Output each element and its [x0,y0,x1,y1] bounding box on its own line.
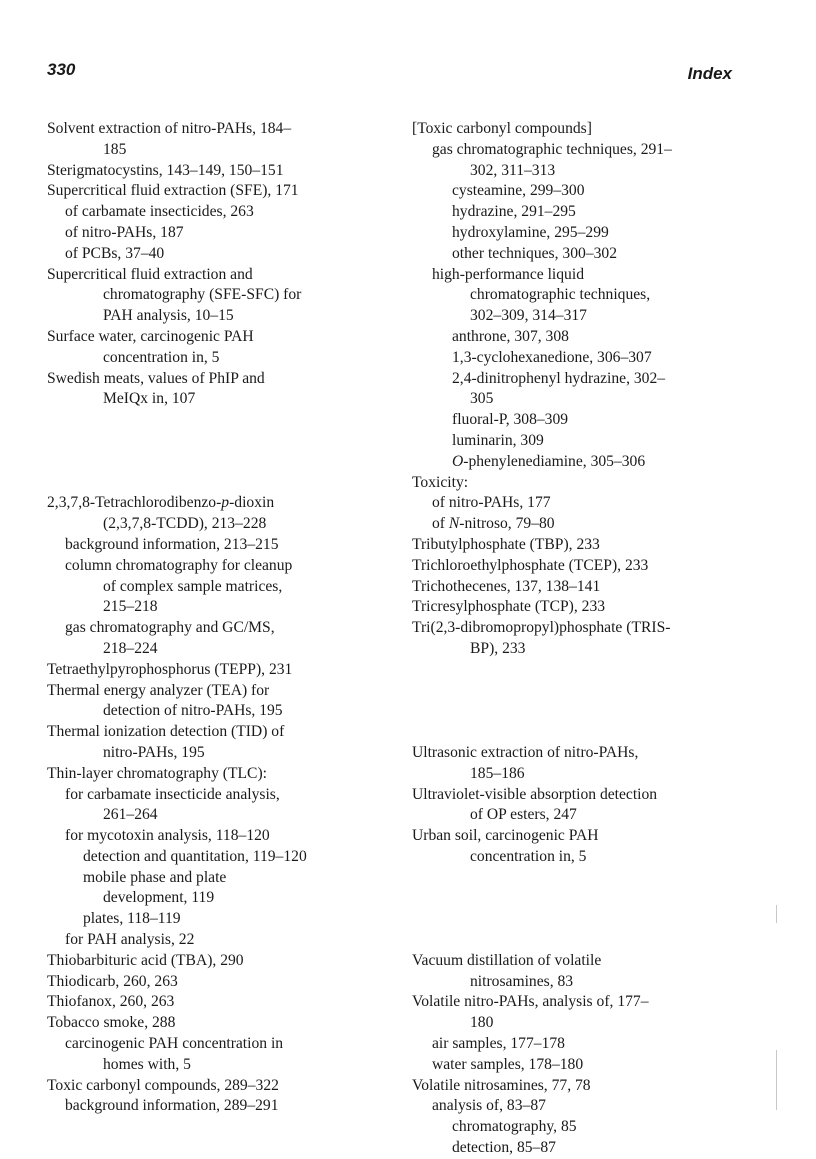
index-entry-continuation: 261–264 [103,806,158,824]
index-column-left [47,119,387,1117]
index-entry: Thermal ionization detection (TID) of [47,723,285,741]
index-subentry: analysis of, 83–87 [432,1097,546,1115]
index-entry: 2,3,7,8-Tetrachlorodibenzo-p-dioxin [47,494,275,512]
index-entry: Thiofanox, 260, 263 [47,993,175,1011]
index-entry: Trichloroethylphosphate (TCEP), 233 [412,556,649,574]
index-entry: Supercritical fluid extraction and [47,265,253,283]
index-entry-continuation: 185–186 [470,764,525,782]
index-entry-continuation: (2,3,7,8-TCDD), 213–228 [103,515,267,533]
index-entry: Volatile nitro-PAHs, analysis of, 177– [412,993,649,1011]
index-entry-continuation: concentration in, 5 [103,348,220,366]
index-subentry: for PAH analysis, 22 [65,931,195,949]
index-entry: [Toxic carbonyl compounds] [412,120,592,137]
index-subentry: fluoral-P, 308–309 [452,411,569,429]
section-gap [47,410,387,452]
index-entry: Tricresylphosphate (TCP), 233 [412,598,606,616]
index-entry-continuation: homes with, 5 [103,1055,191,1073]
index-subentry: 2,4-dinitrophenyl hydrazine, 302– [452,369,666,387]
index-subentry: of nitro-PAHs, 187 [65,223,184,241]
section-gap [47,452,387,494]
section-gap [412,701,757,743]
index-entry: Thiodicarb, 260, 263 [47,972,178,990]
index-entry-continuation: 302–309, 314–317 [470,307,587,325]
index-entry: Ultrasonic extraction of nitro-PAHs, [412,743,639,761]
index-entry-continuation: detection of nitro-PAHs, 195 [103,702,283,720]
page-number: 330 [47,60,76,79]
running-head: Index [687,64,732,83]
index-subentry: background information, 213–215 [65,535,279,553]
index-subentry: cysteamine, 299–300 [452,182,585,200]
index-subentry: hydrazine, 291–295 [452,203,576,221]
index-subentry: detection and quantitation, 119–120 [83,847,307,865]
index-entry: Thiobarbituric acid (TBA), 290 [47,951,244,969]
index-subentry: chromatography, 85 [452,1118,577,1136]
scan-artifact-mark [776,905,777,923]
index-subentry: plates, 118–119 [83,910,181,928]
index-subentry: carcinogenic PAH concentration in [65,1035,284,1053]
index-subentry: column chromatography for cleanup [65,556,293,574]
index-subentry: mobile phase and plate [83,868,227,886]
index-subentry: high-performance liquid [432,265,584,283]
index-entry: Thin-layer chromatography (TLC): [47,764,267,782]
index-entry-continuation: of complex sample matrices, [103,577,283,595]
index-subentry: anthrone, 307, 308 [452,327,569,345]
index-column-right [412,119,757,1159]
index-entry-continuation: 218–224 [103,639,158,657]
index-entry-continuation: 180 [470,1014,494,1032]
index-subentry: of N-nitroso, 79–80 [432,515,555,533]
index-subentry: background information, 289–291 [65,1097,279,1115]
index-entry: Volatile nitrosamines, 77, 78 [412,1076,591,1094]
index-subentry: gas chromatographic techniques, 291– [432,140,672,158]
index-entry-continuation: 302, 311–313 [470,161,556,179]
index-entry: Supercritical fluid extraction (SFE), 171 [47,182,299,200]
index-subentry: air samples, 177–178 [432,1035,565,1053]
scan-artifact-mark [776,1050,777,1110]
index-entry-continuation: of OP esters, 247 [470,806,577,824]
index-entry-continuation: 305 [470,390,494,408]
section-gap [412,909,757,951]
index-subentry: luminarin, 309 [452,431,544,449]
section-gap [412,868,757,910]
index-entry: Toxicity: [412,473,469,491]
index-entry: Tetraethylpyrophosphorus (TEPP), 231 [47,660,293,678]
index-subentry: of nitro-PAHs, 177 [432,494,551,512]
index-entry: Tributylphosphate (TBP), 233 [412,535,600,553]
index-entry: Vacuum distillation of volatile [412,951,602,969]
index-subentry: hydroxylamine, 295–299 [452,223,609,241]
index-entry: Ultraviolet-visible absorption detection [412,785,658,803]
index-entry: Sterigmatocystins, 143–149, 150–151 [47,161,284,179]
index-subentry: of carbamate insecticides, 263 [65,203,254,221]
index-entry-continuation: 185 [103,140,127,158]
index-entry-continuation: PAH analysis, 10–15 [103,307,234,325]
index-entry-continuation: development, 119 [103,889,215,907]
index-entry-continuation: concentration in, 5 [470,847,587,865]
index-subentry: detection, 85–87 [452,1139,556,1157]
index-entry-continuation: nitro-PAHs, 195 [103,743,205,761]
index-entry-continuation: MeIQx in, 107 [103,390,196,408]
index-subentry: water samples, 178–180 [432,1055,584,1073]
index-entry-continuation: 215–218 [103,598,158,616]
index-entry: Tobacco smoke, 288 [47,1014,176,1032]
index-subentry: for carbamate insecticide analysis, [65,785,280,803]
index-entry: Trichothecenes, 137, 138–141 [412,577,601,595]
index-entry-continuation: nitrosamines, 83 [470,972,574,990]
index-subentry: other techniques, 300–302 [452,244,617,262]
index-subentry: gas chromatography and GC/MS, [65,619,275,637]
index-entry: Surface water, carcinogenic PAH [47,327,254,345]
index-entry: Urban soil, carcinogenic PAH [412,827,599,845]
index-entry-continuation: chromatographic techniques, [470,286,651,304]
index-entry: Tri(2,3-dibromopropyl)phosphate (TRIS- [412,619,671,637]
index-subentry: O-phenylenediamine, 305–306 [452,452,646,470]
index-subentry: 1,3-cyclohexanedione, 306–307 [452,348,652,366]
index-subentry: for mycotoxin analysis, 118–120 [65,827,270,845]
index-subentry: of PCBs, 37–40 [65,244,165,262]
index-entry-continuation: chromatography (SFE-SFC) for [103,286,302,304]
index-entry: Swedish meats, values of PhIP and [47,369,265,387]
section-gap [412,660,757,702]
index-entry: Toxic carbonyl compounds, 289–322 [47,1076,279,1094]
index-entry: Solvent extraction of nitro-PAHs, 184– [47,120,292,137]
index-entry: Thermal energy analyzer (TEA) for [47,681,270,699]
index-entry-continuation: BP), 233 [470,639,526,657]
